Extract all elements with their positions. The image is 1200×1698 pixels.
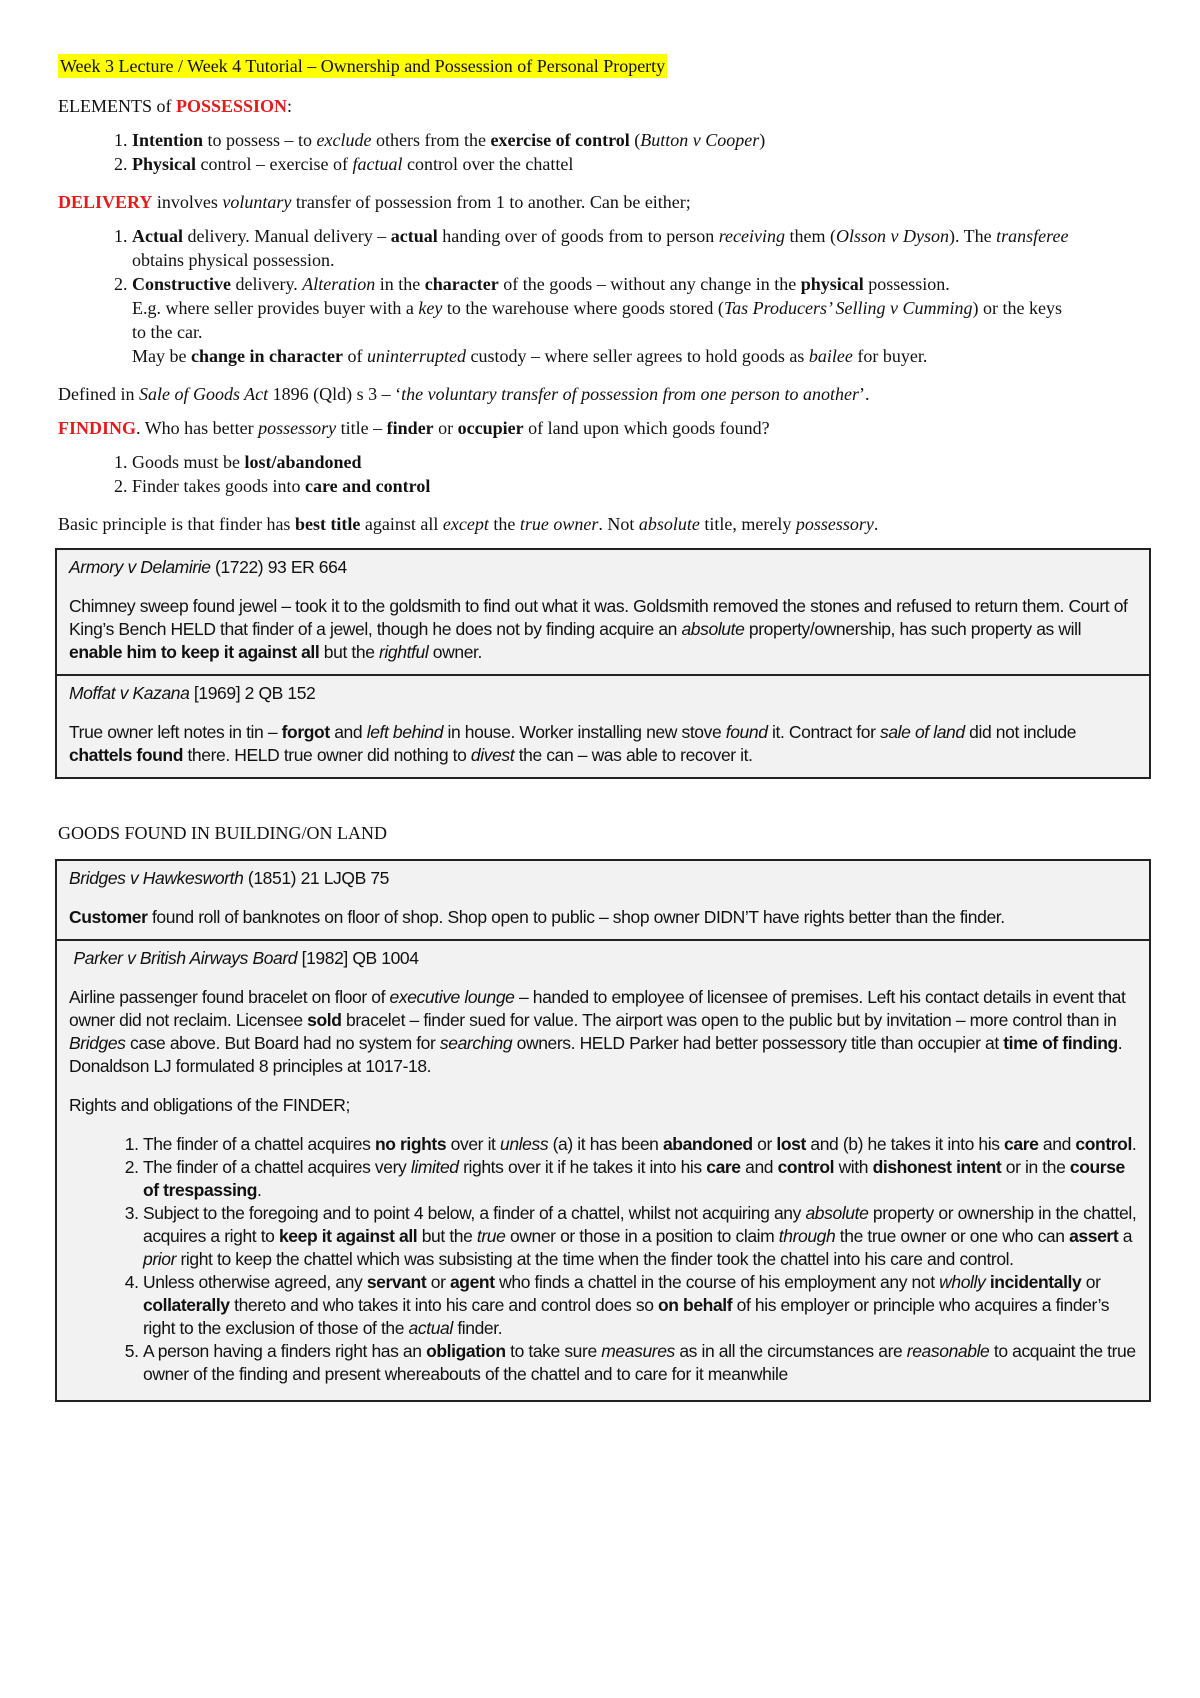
list-item: 3. Subject to the foregoing and to point 4 below, a finder of a chattel, whilst not acquiring any absolute property or ownership in the chattel, acquires a right to keep it against all but the true owner or those in a position to claim through the true owner or one who can assert a prior right to keep the chattel which was subsisting at the time when the finder took the chattel into his care and control. <box>143 1202 1137 1271</box>
list-item: 4. Unless otherwise agreed, any servant or agent who finds a chattel in the course of his employment any not wholly incidentally or collaterally thereto and who takes it into his care and control does so on behalf of his employer or principle who acquires a finder’s right to the exclusion of those of the actual finder. <box>143 1271 1137 1340</box>
case-box-finding <box>55 548 1151 779</box>
possession-heading-red: POSSESSION <box>175 96 288 116</box>
list-item: 2. Physical control – exercise of factual control over the chattel <box>132 152 1200 176</box>
defined-paragraph: Defined in Sale of Goods Act 1896 (Qld) s 3 – ‘the voluntary transfer of possession from one person to another’. <box>58 384 870 404</box>
case-name: Moffat v Kazana [1969] 2 QB 152 <box>69 683 316 703</box>
list-item: 1. The finder of a chattel acquires no rights over it unless (a) it has been abandoned or lost and (b) he takes it into his care and control. <box>143 1133 1137 1156</box>
case-armory <box>57 550 1149 676</box>
basic-principle: Basic principle is that finder has best title against all except the true owner. Not absolute title, merely possessory. <box>58 514 879 534</box>
case-body: Airline passenger found bracelet on floor of executive lounge – handed to employee of licensee of premises. Left his contact details in event that owner did not reclaim. Licensee sold bracelet – finder sued for value. The airport was open to the public but by invitation – more control than in Bridges case above. But Board had no system for searching owners. HELD Parker had better possessory title than occupier at time of finding. Donaldson LJ formulated 8 principles at 1017-18. <box>69 987 1126 1076</box>
list-item: 2. Constructive delivery. Alteration in the character of the goods – without any change in the physical possession. E.g. where seller provides buyer with a key to the warehouse where goods stored (Tas Producers’ Selling v Cumming) or the keys to the car. May be change in character of uninterrupted custody – where seller agrees to hold goods as bailee for buyer. <box>132 272 1080 368</box>
delivery-list <box>58 224 1200 368</box>
rights-list <box>69 1133 1137 1386</box>
list-item: 1. Intention to possess – to exclude others from the exercise of control (Button v Cooper) <box>132 128 1200 152</box>
list-item: 1. Goods must be lost/abandoned <box>132 450 1200 474</box>
finding-paragraph: FINDING. Who has better possessory title – finder or occupier of land upon which goods found? <box>58 418 770 438</box>
case-name: Armory v Delamirie (1722) 93 ER 664 <box>69 557 347 577</box>
rights-heading: Rights and obligations of the FINDER; <box>69 1095 350 1115</box>
list-item: 1. Actual delivery. Manual delivery – actual handing over of goods from to person receiving them (Olsson v Dyson). The transferee obtains physical possession. <box>132 224 1080 272</box>
goods-found-heading: GOODS FOUND IN BUILDING/ON LAND <box>58 823 387 843</box>
case-body: True owner left notes in tin – forgot and left behind in house. Worker installing new stove found it. Contract for sale of land did not include chattels found there. HELD true owner did nothing to divest the can – was able to recover it. <box>69 722 1077 765</box>
list-item: 2. Finder takes goods into care and control <box>132 474 1200 498</box>
case-body: Chimney sweep found jewel – took it to the goldsmith to find out what it was. Goldsmith removed the stones and refused to return them. Court of King’s Bench HELD that finder of a jewel, though he does not by finding acquire an absolute property/ownership, has such property as will enable him to keep it against all but the rightful owner. <box>69 596 1128 662</box>
case-name: Bridges v Hawkesworth (1851) 21 LJQB 75 <box>69 868 389 888</box>
possession-heading-pre: ELEMENTS of <box>58 96 176 116</box>
page-title: Week 3 Lecture / Week 4 Tutorial – Ownership and Possession of Personal Property <box>60 56 666 76</box>
case-parker <box>57 941 1149 1400</box>
case-name: Parker v British Airways Board [1982] QB 1004 <box>73 948 419 968</box>
case-moffat <box>57 676 1149 777</box>
finding-list <box>58 450 1200 498</box>
list-item: 2. The finder of a chattel acquires very limited rights over it if he takes it into his care and control with dishonest intent or in the course of trespassing. <box>143 1156 1137 1202</box>
possession-list <box>58 128 1200 176</box>
possession-heading-post: : <box>287 96 293 116</box>
possession-heading <box>58 94 1200 118</box>
case-box-goods-found <box>55 859 1151 1402</box>
delivery-paragraph: DELIVERY involves voluntary transfer of possession from 1 to another. Can be either; <box>58 192 691 212</box>
list-item: 5. A person having a finders right has an obligation to take sure measures as in all the circumstances are reasonable to acquaint the true owner of the finding and present whereabouts of the chattel and to care for it meanwhile <box>143 1340 1137 1386</box>
case-body: Customer found roll of banknotes on floor of shop. Shop open to public – shop owner DIDN’T have rights better than the finder. <box>69 907 1005 927</box>
case-bridges <box>57 861 1149 941</box>
